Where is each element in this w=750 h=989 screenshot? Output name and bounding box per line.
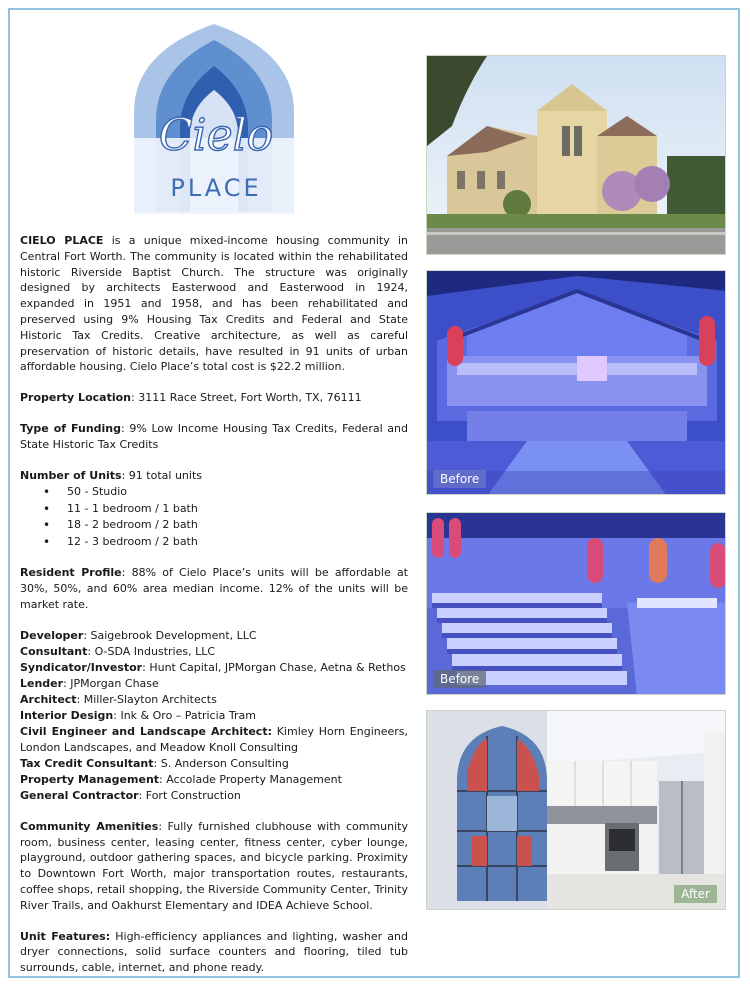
before-label: Before	[433, 670, 486, 688]
list-item: • 18 - 2 bedroom / 2 bath	[20, 517, 408, 534]
team-property-management: Property Management: Accolade Property Management	[20, 772, 342, 786]
number-of-units: Number of Units: 91 total units	[20, 468, 202, 482]
team-general-contractor: General Contractor: Fort Construction	[20, 788, 241, 802]
team-lender: Lender: JPMorgan Chase	[20, 676, 159, 690]
cielo-place-logo	[132, 22, 296, 214]
project-team	[20, 628, 408, 804]
intro-paragraph: CIELO PLACE is a unique mixed-income housing community in Central Fort Worth. The community is located within the rehabilitated historic Riverside Baptist Church. The structure was originally designed by architects Easterwood and Easterwood in 1924, expanded in 1951 and 1958, and has been rehabilitated and preserved using 9% Housing Tax Credits and Federal and State Historic Tax Credits. Creative architecture, as well as careful preservation of historic details, have resulted in 91 units of urban affordable housing. Cielo Place’s total cost is $22.2 million.	[20, 234, 409, 374]
list-item: • 50 - Studio	[20, 484, 408, 501]
team-consultant: Consultant: O-SDA Industries, LLC	[20, 644, 216, 658]
after-kitchen-photo	[426, 710, 726, 910]
before-pews-photo	[426, 512, 726, 695]
before-sanctuary-photo	[426, 270, 726, 495]
before-label: Before	[433, 470, 486, 488]
team-civil-engineer: Civil Engineer and Landscape Architect: Kimley Horn Engineers, London Landscapes, and Meadow Knoll Consulting	[20, 724, 409, 754]
unit-mix-list	[20, 484, 408, 550]
svg-text:Cielo: Cielo	[158, 110, 274, 161]
team-syndicator: Syndicator/Investor: Hunt Capital, JPMorgan Chase, Aetna & Rethos	[20, 660, 406, 674]
list-item: • 12 - 3 bedroom / 2 bath	[20, 534, 408, 551]
team-tax-credit: Tax Credit Consultant: S. Anderson Consulting	[20, 756, 289, 770]
team-interior-design: Interior Design: Ink & Oro – Patricia Tram	[20, 708, 256, 722]
after-label: After	[674, 885, 717, 903]
description-column	[20, 233, 408, 976]
team-developer: Developer: Saigebrook Development, LLC	[20, 628, 257, 642]
type-of-funding: Type of Funding: 9% Low Income Housing Tax Credits, Federal and State Historic Tax Credits	[20, 421, 408, 451]
resident-profile: Resident Profile: 88% of Cielo Place’s units will be affordable at 30%, 50%, and 60% area median income. 12% of the units will be market rate.	[20, 566, 408, 611]
exterior-photo	[426, 55, 726, 255]
svg-text:PLACE: PLACE	[170, 174, 262, 202]
community-amenities: Community Amenities: Fully furnished clubhouse with community room, business center, leasing center, fitness center, cyber lounge, playground, outdoor gathering spaces, and bicycle parking. Proximity to Downtown Fort Worth, major transportation routes, restaurants, coffee shops, retail shopping, the Riverside Community Center, Trinity River Trails, and Oakhurst Elementary and IDEA Achieve School.	[20, 819, 408, 912]
unit-features: Unit Features: High-efficiency appliances and lighting, washer and dryer connections, solid surface counters and flooring, tiled tub surrounds, cable, internet, and phone ready.	[20, 929, 408, 975]
project-name: CIELO PLACE	[20, 234, 104, 247]
property-location: Property Location: 3111 Race Street, Fort Worth, TX, 76111	[20, 391, 362, 405]
list-item: • 11 - 1 bedroom / 1 bath	[20, 501, 408, 518]
team-architect: Architect: Miller-Slayton Architects	[20, 692, 217, 706]
